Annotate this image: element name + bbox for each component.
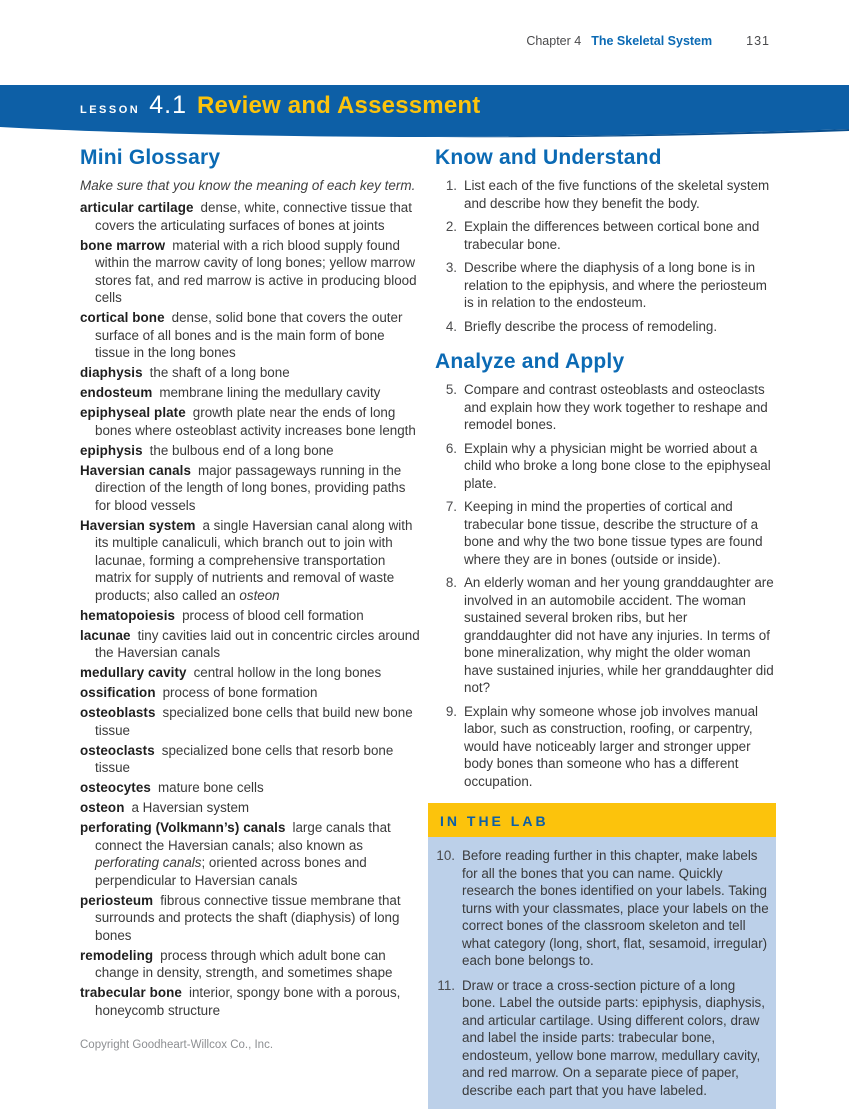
question-text: Before reading further in this chapter, make labels for all the bones that you can name. Quickly research the bones identified on your labels. Taking turns with your classmates, place your labels on the correct bones of the classroom skeleton and tell what category (long, short, flat, sesamoid, irregular) each bone belongs to.: [462, 848, 769, 968]
page-header: [526, 34, 770, 48]
glossary-definition: a single Haversian canal along with its multiple canaliculi, which branch out to join with lacunae, forming a comprehensive transportation matrix for supply of nutrients and removal of waste products; also called an: [95, 517, 413, 603]
question-number: 3.: [445, 260, 457, 275]
question-number: 2.: [445, 219, 457, 234]
glossary-definition: dense, white, connective tissue that covers the articulating surfaces of bones at joints: [95, 200, 412, 233]
question-item: [435, 381, 776, 434]
glossary-entry: [80, 742, 422, 777]
glossary-list: [80, 199, 422, 1019]
question-item: [428, 977, 770, 1100]
question-number: 1.: [445, 178, 457, 193]
question-item: [435, 318, 776, 336]
question-item: [428, 847, 770, 970]
question-text: Explain the differences between cortical bone and trabecular bone.: [464, 219, 760, 252]
glossary-definition: process through which adult bone can change in density, strength, and sometimes shape: [95, 947, 393, 980]
question-text: Describe where the diaphysis of a long bone is in relation to the epiphysis, and where the periosteum is in relation to the endosteum.: [464, 260, 767, 310]
glossary-heading: Mini Glossary: [80, 146, 221, 169]
glossary-term: ossification: [80, 685, 156, 700]
question-text: Compare and contrast osteoblasts and osteoclasts and explain how they work together to reshape and remodel bones.: [464, 382, 768, 432]
glossary-term: osteoblasts: [80, 705, 156, 720]
glossary-entry: [80, 309, 422, 362]
glossary-entry: [80, 517, 422, 605]
question-item: [435, 574, 776, 697]
glossary-term: articular cartilage: [80, 200, 194, 215]
glossary-term: diaphysis: [80, 365, 143, 380]
question-text: Draw or trace a cross-section picture of a long bone. Label the outside parts: epiphysis, diaphysis, and articular cartilage. Using different colors, draw and label the inside parts: trabecular bone, endosteum, yellow bone marrow, medullary cavity, and red marrow. On a separate piece of paper, describe each part that you have labeled.: [462, 977, 765, 1098]
glossary-entry: [80, 984, 422, 1019]
know-question-list: [435, 177, 776, 335]
question-item: [435, 703, 776, 791]
question-number: 4.: [445, 318, 457, 334]
glossary-term: remodeling: [80, 947, 154, 963]
right-column: [435, 146, 776, 1109]
page-number: 131: [746, 34, 770, 48]
glossary-definition: growth plate near the ends of long bones where osteoblast activity increases bone length: [95, 405, 416, 438]
glossary-term: endosteum: [80, 385, 153, 400]
glossary-entry: [80, 462, 422, 515]
glossary-entry: [80, 819, 422, 889]
lesson-label: LESSON: [80, 104, 141, 116]
chapter-title: The Skeletal System: [591, 34, 713, 48]
question-text: Explain why someone whose job involves manual labor, such as construction, roofing, or carpentry, would have noticeably larger and stronger upper body bones than someone who has a different occupation.: [464, 703, 759, 789]
glossary-definition: large canals that connect the Haversian canals; also known as: [95, 820, 391, 853]
glossary-entry: [80, 779, 422, 797]
glossary-definition: process of bone formation: [162, 685, 318, 700]
question-item: [435, 218, 776, 253]
lesson-banner: [0, 85, 849, 141]
analyze-question-list: [435, 381, 776, 790]
glossary-section: [80, 146, 422, 1022]
question-number: 6.: [445, 440, 457, 456]
glossary-entry: [80, 237, 422, 307]
glossary-definition-italic: perforating canals: [95, 855, 202, 870]
question-number: 8.: [445, 575, 457, 590]
glossary-definition: the bulbous end of a long bone: [149, 442, 334, 458]
glossary-term: Haversian canals: [80, 462, 192, 478]
in-the-lab-list: [428, 837, 776, 1109]
question-text: Briefly describe the process of remodeling.: [464, 318, 718, 334]
glossary-term: Haversian system: [80, 517, 196, 533]
question-number: 10.: [436, 848, 455, 863]
glossary-entry: [80, 627, 422, 662]
glossary-entry: [80, 199, 422, 234]
glossary-definition: process of blood cell formation: [182, 607, 364, 623]
in-the-lab-header: IN THE LAB: [428, 803, 776, 837]
analyze-heading: Analyze and Apply: [435, 350, 625, 373]
glossary-entry: [80, 442, 422, 460]
glossary-definition: fibrous connective tissue membrane that surrounds and protects the shaft (diaphysis) of long bones: [95, 892, 401, 943]
glossary-definition: central hollow in the long bones: [193, 665, 382, 680]
question-item: [435, 177, 776, 212]
glossary-definition: major passageways running in the direction of the length of long bones, providing paths for blood vessels: [95, 462, 406, 513]
glossary-entry: [80, 799, 422, 817]
glossary-term: epiphysis: [80, 442, 143, 458]
glossary-definition-after: ; oriented across bones and perpendicular to Haversian canals: [95, 855, 367, 888]
glossary-term: osteon: [80, 800, 125, 815]
glossary-definition: membrane lining the medullary cavity: [159, 385, 381, 400]
question-item: [435, 259, 776, 312]
lesson-title: Review and Assessment: [197, 92, 481, 119]
glossary-entry: [80, 892, 422, 945]
glossary-definition: material with a rich blood supply found within the marrow cavity of long bones; yellow marrow stores fat, and red marrow is active in producing blood cells: [95, 237, 417, 305]
glossary-term: lacunae: [80, 627, 131, 643]
glossary-entry: [80, 384, 422, 402]
glossary-term: osteocytes: [80, 780, 151, 795]
glossary-entry: [80, 364, 422, 382]
lesson-number: 4.1: [149, 91, 187, 119]
question-text: List each of the five functions of the skeletal system and describe how they benefit the body.: [464, 178, 770, 211]
glossary-term: hematopoiesis: [80, 607, 176, 623]
glossary-entry: [80, 947, 422, 982]
glossary-definition: specialized bone cells that build new bone tissue: [95, 705, 413, 738]
glossary-entry: [80, 607, 422, 625]
question-item: [435, 498, 776, 568]
glossary-intro: Make sure that you know the meaning of each key term.: [80, 178, 416, 193]
chapter-label: Chapter 4: [526, 34, 582, 48]
question-number: 9.: [445, 703, 457, 719]
glossary-term: bone marrow: [80, 237, 166, 253]
glossary-entry: [80, 664, 422, 682]
question-number: 5.: [445, 382, 457, 397]
banner-text: [80, 91, 480, 120]
know-heading: Know and Understand: [435, 146, 662, 169]
glossary-definition: tiny cavities laid out in concentric circles around the Haversian canals: [95, 627, 420, 660]
glossary-term: osteoclasts: [80, 742, 155, 758]
question-number: 11.: [437, 977, 455, 993]
glossary-definition: mature bone cells: [157, 780, 264, 795]
glossary-term: perforating (Volkmann’s) canals: [80, 820, 286, 835]
glossary-term: medullary cavity: [80, 665, 187, 680]
glossary-definition: specialized bone cells that resorb bone tissue: [95, 742, 394, 775]
glossary-term: cortical bone: [80, 310, 165, 325]
glossary-definition: a Haversian system: [131, 800, 250, 815]
glossary-term: epiphyseal plate: [80, 405, 186, 420]
glossary-definition: dense, solid bone that covers the outer surface of all bones and is the main form of bone tissue in the long bones: [95, 310, 403, 360]
glossary-term: periosteum: [80, 892, 154, 908]
in-the-lab-box: [428, 803, 776, 1109]
question-text: An elderly woman and her young granddaughter are involved in an automobile accident. The woman sustained several broken ribs, but her granddaughter did not have any injuries. In terms of bone mineralization, why might the older woman have sustained injuries, while her granddaughter did not?: [464, 575, 774, 695]
footer-copyright: Copyright Goodheart-Willcox Co., Inc.: [80, 1039, 274, 1051]
glossary-term: trabecular bone: [80, 985, 182, 1000]
question-text: Explain why a physician might be worried about a child who broke a long bone close to the epiphyseal plate.: [464, 440, 771, 491]
glossary-definition: the shaft of a long bone: [149, 365, 290, 380]
glossary-entry: [80, 684, 422, 702]
glossary-definition: interior, spongy bone with a porous, honeycomb structure: [95, 985, 401, 1018]
glossary-entry: [80, 404, 422, 439]
question-number: 7.: [445, 499, 457, 514]
question-text: Keeping in mind the properties of cortical and trabecular bone tissue, describe the structure of a bone and why the two bone tissue types are found where they are in bones (outside or inside).: [464, 499, 763, 567]
question-item: [435, 440, 776, 493]
glossary-definition-italic: osteon: [239, 587, 280, 603]
glossary-entry: [80, 704, 422, 739]
